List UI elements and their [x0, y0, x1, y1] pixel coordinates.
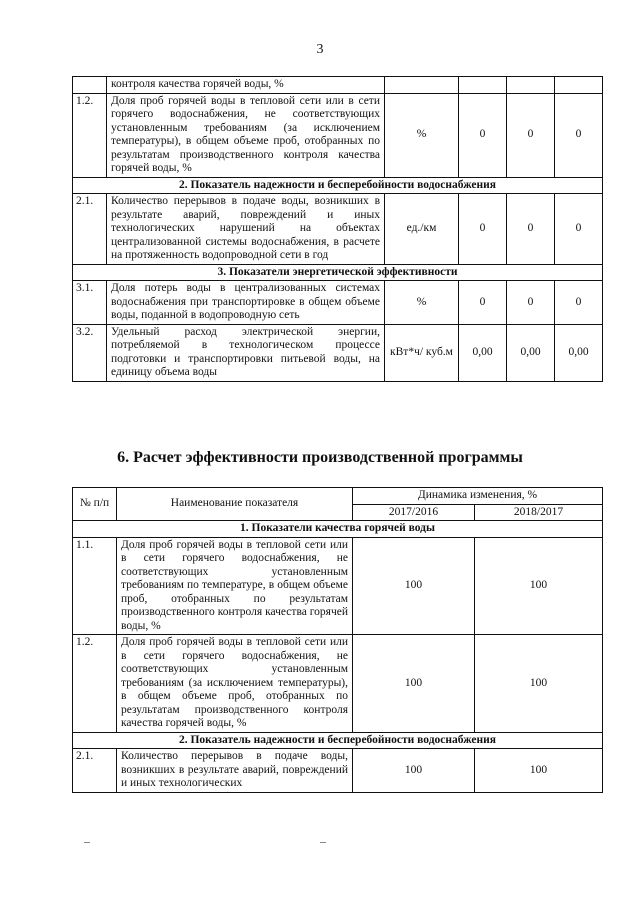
indicator-name: Количество перерывов в подаче воды, возникших в результате аварий, повреждений и иных технологических нарушений на объектах централизованной системы водоснабжения, в расчете на протяженность водопроводной сети в год [107, 194, 385, 265]
table-row [73, 194, 603, 265]
page-number: 3 [316, 42, 324, 57]
section-row [73, 264, 603, 281]
unit-cell: % [385, 281, 459, 325]
value-cell: 0 [507, 281, 555, 325]
indicator-name: Количество перерывов в подаче воды, возникших в результате аварий, повреждений и иных технологических [117, 749, 353, 793]
value-cell: 0 [555, 281, 603, 325]
table-row [73, 281, 603, 325]
table-row [73, 93, 603, 177]
row-number: 2.1. [73, 749, 117, 793]
indicator-name: Доля проб горячей воды в тепловой сети или в сети горячего водоснабжения, не соответствующих установленным требованиям (за исключением температуры), в общем объеме проб, отобранных по результатам производственного контроля качества горячей воды, % [117, 635, 353, 733]
value-cell: 100 [353, 537, 475, 635]
header-col2: 2018/2017 [475, 504, 603, 521]
carryover-row [73, 77, 603, 94]
row-number: 2.1. [73, 194, 107, 265]
section-label: 2. Показатель надежности и бесперебойности водоснабжения [73, 732, 603, 749]
value-cell: 100 [475, 635, 603, 733]
section-row [73, 521, 603, 538]
value-cell: 0 [459, 194, 507, 265]
scan-mark [84, 842, 90, 843]
table-row [73, 324, 603, 381]
header-name: Наименование показателя [117, 488, 353, 521]
value-cell: 0,00 [459, 324, 507, 381]
row-number: 1.2. [73, 635, 117, 733]
header-col1: 2017/2016 [353, 504, 475, 521]
value-cell: 0 [555, 93, 603, 177]
table-row [73, 635, 603, 733]
value-cell: 0 [507, 93, 555, 177]
row-number: 1.1. [73, 537, 117, 635]
header-dynamics: Динамика изменения, % [353, 488, 603, 505]
header-row [73, 488, 603, 505]
indicators-table [72, 76, 603, 382]
value-cell: 0 [459, 93, 507, 177]
row-number: 1.2. [73, 93, 107, 177]
unit-cell: ед./км [385, 194, 459, 265]
value-cell: 100 [353, 635, 475, 733]
row-number: 3.2. [73, 324, 107, 381]
indicator-name: Доля проб горячей воды в тепловой сети или в сети горячего водоснабжения, не соответствующих установленным требованиям по температуре, в общем объеме проб, отобранных по результатам производственного контроля качества горячей воды, % [117, 537, 353, 635]
value-cell: 0 [507, 194, 555, 265]
efficiency-table [72, 487, 603, 793]
value-cell: 100 [475, 749, 603, 793]
value-cell: 0 [459, 281, 507, 325]
header-no: № п/п [73, 488, 117, 521]
section-label: 3. Показатели энергетической эффективности [73, 264, 603, 281]
section-label: 2. Показатель надежности и бесперебойности водоснабжения [73, 177, 603, 194]
value-cell: 0,00 [507, 324, 555, 381]
carryover-text: контроля качества горячей воды, % [107, 77, 385, 94]
value-cell: 100 [475, 537, 603, 635]
scan-mark [320, 842, 326, 843]
table-row [73, 537, 603, 635]
section-row [73, 177, 603, 194]
unit-cell: % [385, 93, 459, 177]
section-label: 1. Показатели качества горячей воды [73, 521, 603, 538]
indicator-name: Доля проб горячей воды в тепловой сети или в сети горячего водоснабжения, не соответствующих установленным требованиям (за исключением температуры), в общем объеме проб, отобранных по результатам производственного контроля качества горячей воды, % [107, 93, 385, 177]
value-cell: 0 [555, 194, 603, 265]
unit-cell: кВт*ч/ куб.м [385, 324, 459, 381]
value-cell: 0,00 [555, 324, 603, 381]
row-number: 3.1. [73, 281, 107, 325]
value-cell: 100 [353, 749, 475, 793]
indicator-name: Удельный расход электрической энергии, потребляемой в технологическом процессе подготовки и транспортировки питьевой воды, на единицу объема воды [107, 324, 385, 381]
section-heading: 6. Расчет эффективности производственной программы [117, 449, 523, 466]
table-row [73, 749, 603, 793]
indicator-name: Доля потерь воды в централизованных системах водоснабжения при транспортировке в общем объеме воды, поданной в водопроводную сеть [107, 281, 385, 325]
section-row [73, 732, 603, 749]
